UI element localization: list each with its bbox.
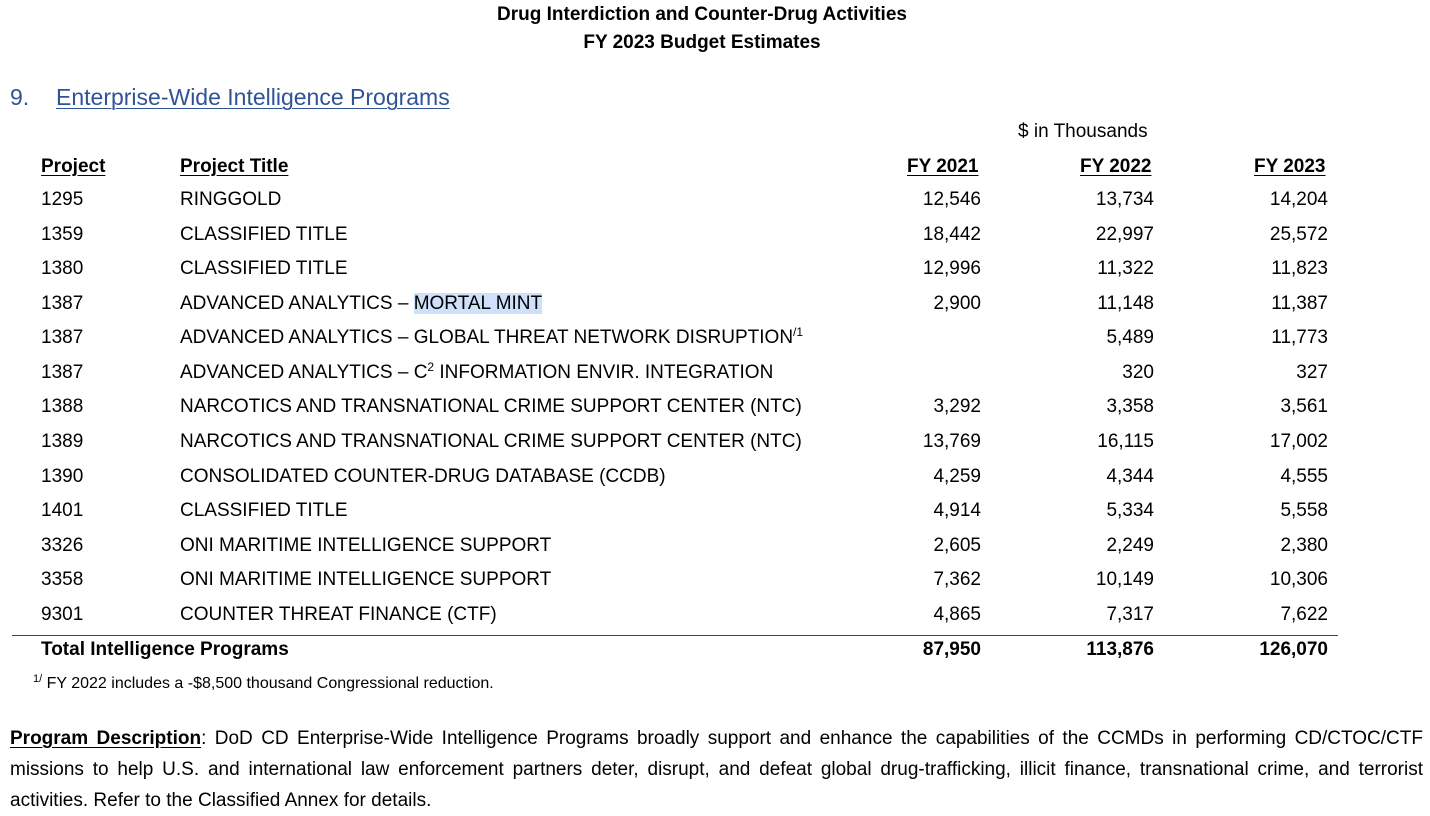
column-header-fy2022: FY 2022 — [1080, 156, 1152, 177]
column-header-project: Project — [41, 156, 106, 177]
table-row — [0, 189, 1430, 223]
footnote-marker: 1/ — [33, 673, 43, 685]
document-header-line1: Drug Interdiction and Counter-Drug Activities — [497, 4, 907, 25]
project-title: ONI MARITIME INTELLIGENCE SUPPORT — [180, 535, 552, 556]
fy2022-value: 7,317 — [1106, 604, 1154, 625]
program-description-label: Program Description — [10, 728, 202, 749]
fy2022-value: 22,997 — [1095, 224, 1154, 245]
project-number: 1389 — [41, 431, 84, 452]
table-row — [0, 258, 1430, 292]
fy2023-value: 11,823 — [1271, 258, 1328, 279]
fy2022-value: 13,734 — [1095, 189, 1154, 210]
project-number: 3326 — [41, 535, 84, 556]
project-number: 1390 — [41, 466, 84, 487]
fy2023-value: 10,306 — [1269, 569, 1328, 590]
fy2022-value: 11,322 — [1097, 258, 1154, 279]
units-label: $ in Thousands — [1018, 121, 1148, 142]
fy2023-value: 11,387 — [1271, 293, 1328, 314]
total-label: Total Intelligence Programs — [41, 639, 289, 660]
project-title: COUNTER THREAT FINANCE (CTF) — [180, 604, 497, 625]
project-title: CONSOLIDATED COUNTER-DRUG DATABASE (CCDB) — [180, 466, 666, 487]
project-number: 1359 — [41, 224, 84, 245]
total-fy2023: 126,070 — [1259, 639, 1328, 660]
column-header-fy2021: FY 2021 — [907, 156, 979, 177]
highlighted-text-selection[interactable]: MORTAL MINT — [413, 293, 543, 314]
fy2022-value: 10,149 — [1095, 569, 1154, 590]
footnote — [33, 675, 494, 693]
footnote-reference: /1 — [793, 325, 804, 339]
fy2021-value: 4,259 — [933, 466, 981, 487]
total-fy2021: 87,950 — [922, 639, 981, 660]
fy2022-value: 4,344 — [1106, 466, 1154, 487]
table-row — [0, 500, 1430, 534]
project-title: RINGGOLD — [180, 189, 282, 210]
total-fy2022: 113,876 — [1086, 639, 1154, 660]
fy2021-value: 4,914 — [933, 500, 981, 521]
program-description-text: : DoD CD Enterprise-Wide Intelligence Programs broadly support and enhance the capabilities of the CCMDs in performing CD/CTOC/CTF missions to help U.S. and international law enforcement partners deter, disrupt, and defeat global drug-trafficking, illicit finance, transnational crime, and terrorist activities. Refer to the Classified Annex for details. — [10, 728, 1423, 811]
project-title-text: ADVANCED ANALYTICS – GLOBAL THREAT NETWORK DISRUPTION — [180, 327, 794, 348]
project-number: 1387 — [41, 362, 84, 383]
project-title-prefix: ADVANCED ANALYTICS – C — [180, 362, 428, 383]
fy2022-value: 2,249 — [1106, 535, 1154, 556]
project-number: 1388 — [41, 396, 84, 417]
fy2022-value: 5,489 — [1106, 327, 1154, 348]
project-title — [180, 293, 542, 315]
project-number: 1387 — [41, 327, 84, 348]
table-row — [0, 293, 1430, 327]
project-number: 9301 — [41, 604, 84, 625]
program-description — [10, 723, 1423, 816]
project-number: 1295 — [41, 189, 84, 210]
project-title: NARCOTICS AND TRANSNATIONAL CRIME SUPPORT CENTER (NTC) — [180, 431, 802, 452]
fy2021-value: 12,996 — [922, 258, 981, 279]
fy2023-value: 14,204 — [1269, 189, 1328, 210]
document-header-line2: FY 2023 Budget Estimates — [583, 32, 821, 53]
section-title: Enterprise-Wide Intelligence Programs — [56, 84, 450, 110]
project-title: CLASSIFIED TITLE — [180, 500, 348, 521]
fy2021-value: 13,769 — [922, 431, 981, 452]
table-row — [0, 535, 1430, 569]
table-row — [0, 396, 1430, 430]
table-row — [0, 224, 1430, 258]
superscript: 2 — [427, 360, 435, 374]
project-number: 1401 — [41, 500, 84, 521]
section-number: 9. — [10, 84, 30, 110]
footnote-text: FY 2022 includes a -$8,500 thousand Congressional reduction. — [42, 675, 494, 692]
table-row — [0, 604, 1430, 638]
table-row — [0, 569, 1430, 603]
project-title: NARCOTICS AND TRANSNATIONAL CRIME SUPPORT CENTER (NTC) — [180, 396, 802, 417]
project-title-prefix: ADVANCED ANALYTICS – — [180, 293, 414, 314]
fy2021-value: 12,546 — [922, 189, 981, 210]
fy2023-value: 3,561 — [1280, 396, 1328, 417]
fy2021-value: 2,605 — [933, 535, 981, 556]
fy2022-value: 5,334 — [1106, 500, 1154, 521]
fy2022-value: 320 — [1122, 362, 1154, 383]
fy2023-value: 327 — [1296, 362, 1328, 383]
table-row — [0, 466, 1430, 500]
fy2023-value: 2,380 — [1280, 535, 1328, 556]
fy2021-value: 2,900 — [933, 293, 981, 314]
fy2023-value: 25,572 — [1269, 224, 1328, 245]
total-divider-line — [12, 635, 1338, 636]
fy2022-value: 3,358 — [1106, 396, 1154, 417]
project-number: 1380 — [41, 258, 84, 279]
project-title-suffix: INFORMATION ENVIR. INTEGRATION — [434, 362, 774, 383]
fy2023-value: 5,558 — [1280, 500, 1328, 521]
project-title — [180, 327, 803, 349]
fy2021-value: 7,362 — [933, 569, 981, 590]
fy2023-value: 7,622 — [1280, 604, 1328, 625]
column-header-fy2023: FY 2023 — [1254, 156, 1326, 177]
project-title: CLASSIFIED TITLE — [180, 258, 348, 279]
project-title: CLASSIFIED TITLE — [180, 224, 348, 245]
project-number: 3358 — [41, 569, 84, 590]
fy2022-value: 16,115 — [1097, 431, 1154, 452]
project-title — [180, 362, 773, 384]
column-header-title: Project Title — [180, 156, 289, 177]
fy2021-value: 3,292 — [933, 396, 981, 417]
total-row — [0, 639, 1430, 673]
fy2023-value: 17,002 — [1269, 431, 1328, 452]
table-row — [0, 362, 1430, 396]
table-row — [0, 431, 1430, 465]
fy2023-value: 4,555 — [1280, 466, 1328, 487]
fy2023-value: 11,773 — [1271, 327, 1328, 348]
table-row — [0, 327, 1430, 361]
fy2021-value: 4,865 — [933, 604, 981, 625]
fy2022-value: 11,148 — [1097, 293, 1154, 314]
project-title: ONI MARITIME INTELLIGENCE SUPPORT — [180, 569, 552, 590]
project-number: 1387 — [41, 293, 84, 314]
fy2021-value: 18,442 — [922, 224, 981, 245]
